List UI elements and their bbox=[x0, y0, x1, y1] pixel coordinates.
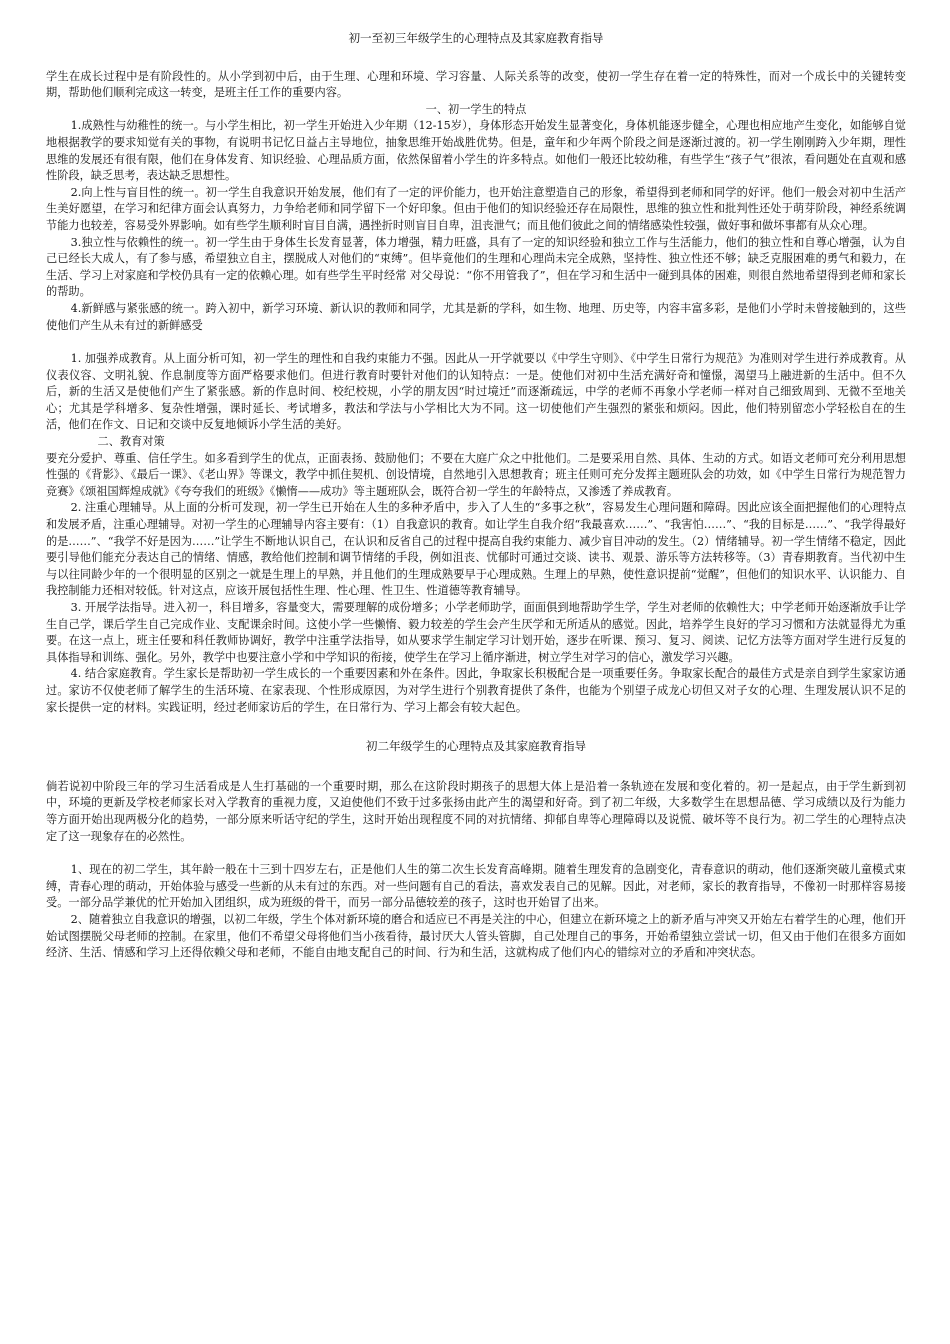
blank-line bbox=[46, 845, 906, 862]
section-heading-strategies bbox=[46, 434, 906, 451]
strategy-paragraph: 3. 开展学法指导。进入初一，科目增多，容量变大，需要理解的成份增多；小学老师助学，面面俱到地帮助学生学，学生对老师的依赖性大；中学老师开始逐渐放手让学生自己学，课后学生自己完成作业、支配课余时间。这使小学一些懒惰、毅力较差的学生会产生厌学和无所适从的感觉。因此，培养学生良好的学习习惯和方法就显得尤为重要。在这一点上，班主任要和科任教师协调好，教学中注重学法指导，如从要求学生制定学习计划开始，逐步在听课、预习、复习、阅读、记忆方法等方面对学生进行反复的具体指导和训练、强化。另外，教学中也要注意小学和中学知识的衔接，使学生在学习上循序渐进，树立学生对学习的信心，激发学习兴趣。 bbox=[46, 601, 906, 664]
intro-paragraph: 学生在成长过程中是有阶段性的。从小学到初中后，由于生理、心理和环境、学习容量、人际关系等的改变，使初一学生存在着一定的特殊性，而对一个成长中的关键转变期，帮助他们顺利完成这一转变，是班主任工作的重要内容。 bbox=[46, 69, 906, 100]
document-title: 初一至初三年级学生的心理特点及其家庭教育指导 bbox=[348, 31, 604, 45]
habit-education-paragraph: 1. 加强养成教育。从上面分析可知，初一学生的理性和自我约束能力不强。因此从一开学就要以《中学生守则》、《中学生日常行为规范》为准则对学生进行养成教育。从仪表仪容、文明礼貌、作息制度等方面严格要求他们。但进行教育时要针对他们的认知特点：一是。使他们对初中生活充满好奇和憧憬，渴望马上融进新的生活中。但不久后，新的生活又是使他们产生了紧张感。新的作息时间、校纪校规，小学的朋友因“时过境迁”而逐渐疏远，中学的老师不再象小学老师一样对自己细致周到、无微不至地关心；尤其是学科增多、复杂性增强，课时延长、考试增多，教法和学法与小学相比大为不同。这一切使他们产生强烈的紧张和烦闷。因此，他们特别留恋小学轻松自在的生活，他们在作文、日记和交谈中反复地倾诉小学生活的美好。 bbox=[46, 352, 906, 432]
grade2-point-paragraph: 1、现在的初二学生，其年龄一般在十三到十四岁左右，正是他们人生的第二次生长发育高峰期。随着生理发育的急剧变化，青春意识的萌动，他们逐渐突破儿童模式束缚，青春心理的萌动，开始体验与感受一些新的从未有过的东西。对一些问题有自己的看法，喜欢发表自己的见解。因此，对老师，家长的教育指导，不像初一时那样容易接受。一部分品学兼优的忙开始加入团组织，成为班级的骨干，而另一部分品德较差的孩子，这时也开始冒了出来。 bbox=[46, 863, 906, 910]
strategy-paragraph: 2. 注重心理辅导。从上面的分析可发现，初一学生已开始在人生的多种矛盾中，步入了人生的“多事之秋”，容易发生心理问题和障碍。因此应该全面把握他们的心理特点和发展矛盾，注重心理辅导。对初一学生的心理辅导内容主要有：（1）自我意识的教育。如让学生自我介绍“我最喜欢……”、“我害怕……”、“我的目标是……”、“我学得最好的是……”、“我学不好是因为……”让学生不断地认识自己，在认识和反省自己的过程中提高自我约束能力、减少盲目冲动的发生。（2）情绪辅导。初一学生情绪不稳定，因此要引导他们能充分表达自己的情绪、情感，教给他们控制和调节情绪的手段，例如沮丧、忧郁时可通过交谈、读书、观景、游乐等方法转移等。（3）青春期教育。当代初中生与以往同龄少年的一个很明显的区别之一就是生理上的早熟，并且他们的生理成熟要早于心理成熟。生理上的早熟，使性意识提前“觉醒”，但他们的知识水平、认识能力、自我控制能力还相对较低。针对这点，应该开展包括性生理、性心理、性卫生、性道德等教育辅导。 bbox=[46, 501, 906, 598]
strategy-paragraph: 要充分爱护、尊重、信任学生。如多看到学生的优点，正面表扬、鼓励他们；不要在大庭广众之中批他们。二是要采用自然、具体、生动的方式。如语文老师可充分利用思想性强的《背影》、《最后一课》、《老山界》等课文，教学中抓住契机、创设情境，自然地引入思想教育；班主任则可充分发挥主题班队会的功效，如《中学生日常行为规范智力竞赛》《颂祖国辉煌成就》《夸夸我们的班级》《懒惰——成功》等主题班队会，既符合初一学生的年龄特点，又渗透了养成教育。 bbox=[46, 451, 906, 498]
document-page bbox=[46, 20, 906, 962]
grade2-point-paragraph: 2、随着独立自我意识的增强，以初二年级，学生个体对新环境的磨合和适应已不再是关注的中心，但建立在新环境之上的新矛盾与冲突又开始左右着学生的心理，他们开始试图摆脱父母老师的控制。在家里，他们不希望父母将他们当小孩看待，最讨厌大人管头管脚，自己处理自己的事务，开始希望独立尝试一切，但又由于他们在很多方面如经济、生活、情感和学习上还得依赖父母和老师，不能自由地支配自己的时间、行为和生活，这就构成了他们内心的错综对立的矛盾和冲突状态。 bbox=[46, 912, 906, 960]
blank-line bbox=[46, 334, 906, 351]
characteristic-paragraph: 2.向上性与盲目性的统一。初一学生自我意识开始发展，他们有了一定的评价能力，也开始注意塑造自己的形象，希望得到老师和同学的好评。他们一般会对初中生活产生美好愿望，在学习和纪律方面会认真努力，力争给老师和同学留下一个好印象。但由于他们的知识经验还存在局限性，思维的独立性和批判性还处于萌芽阶段，神经系统调节能力也较差，容易受外界影响。如有些学生顺利时盲目自满，遇挫折时则盲目自卑，沮丧泄气；而且他们彼此之间的情绪感染性较强，做好事和做坏事都有从众心理。 bbox=[46, 185, 906, 232]
strategy-paragraph: 4. 结合家庭教育。学生家长是帮助初一学生成长的一个重要因素和外在条件。因此，争取家长积极配合是一项重要任务。争取家长配合的最佳方式是亲自到学生家家访通过。家访不仅使老师了解学生的生活环境、在家表现、个性形成原因，为对学生进行个别教育提供了条件，也能为个别望子成龙心切但又对子女的心理、生理发展认识不足的家长提供一定的材料。实践证明，经过老师家访后的学生，在日常行为、学习上都会有较大起色。 bbox=[46, 667, 906, 714]
section-heading-characteristics: 一、初一学生的特点 bbox=[425, 102, 527, 116]
characteristic-paragraph: 3.独立性与依赖性的统一。初一学生由于身体生长发育显著，体力增强，精力旺盛，具有了一定的知识经验和独立工作与生活能力，他们的独立性和自尊心增强，认为自己已经长大成人，有了参与感，希望独立自主，摆脱成人对他们的“束缚”。但毕竟他们的生理和心理尚未完全成熟，坚持性、独立性还不够；缺乏克服困难的勇气和毅力，在生活、学习上对家庭和学校仍具有一定的依赖心理。如有些学生平时经常 对父母说：“你不用管我了”，但在学习和生活中一碰到具体的困难，则很自然地希望得到老师和家长的帮助。 bbox=[46, 235, 906, 299]
section-heading-text: 二、教育对策 bbox=[97, 435, 165, 449]
characteristic-paragraph: 4.新鲜感与紧张感的统一。跨入初中，新学习环境、新认识的教师和同学，尤其是新的学科，如生物、地理、历史等，内容丰富多彩，是他们小学时未曾接触到的，这些使他们产生从未有过的新鲜感受 bbox=[46, 301, 906, 332]
characteristic-paragraph: 1.成熟性与幼稚性的统一。与小学生相比，初一学生开始进入少年期（12-15岁），身体形态开始发生显著变化，身体机能逐步健全，心理也相应地产生变化，如能够自觉地根据教学的要求知觉有关的事物，有说明书记忆日益占主导地位，抽象思维开始战胜优势。但是，童年和少年两个阶段之间是逐渐过渡的。初一学生刚刚跨入少年期，理性思维的发展还有很有限，他们在身体发育、知识经验、心理品质方面，依然保留着小学生的许多特点。如他们一般还比较幼稚，有些学生“孩子气”很浓，看问题处在直观和感性阶段，缺乏思考，表达缺乏思想性。 bbox=[46, 119, 906, 183]
grade2-intro-paragraph: 倘若说初中阶段三年的学习生活看成是人生打基础的一个重要时期，那么在这阶段时期孩子的思想大体上是沿着一条轨迹在发展和变化着的。初一是起点，由于学生新到初中，环境的更新及学校老师家长对入学教育的重视力度，又迫使他们不致于过多张扬由此产生的渴望和好奇。到了初二年级，大多数学生在思想品德、学习成绩以及行为能力等方面开始出现两极分化的趋势，一部分原来听话守纪的学生，这时开始出现程度不同的对抗情绪、抑郁自卑等心理障碍以及说慌、破坏等不良行为。初二学生的心理特点决定了这一现象存在的必然性。 bbox=[46, 779, 906, 843]
grade2-title: 初二年级学生的心理特点及其家庭教育指导 bbox=[365, 739, 587, 754]
